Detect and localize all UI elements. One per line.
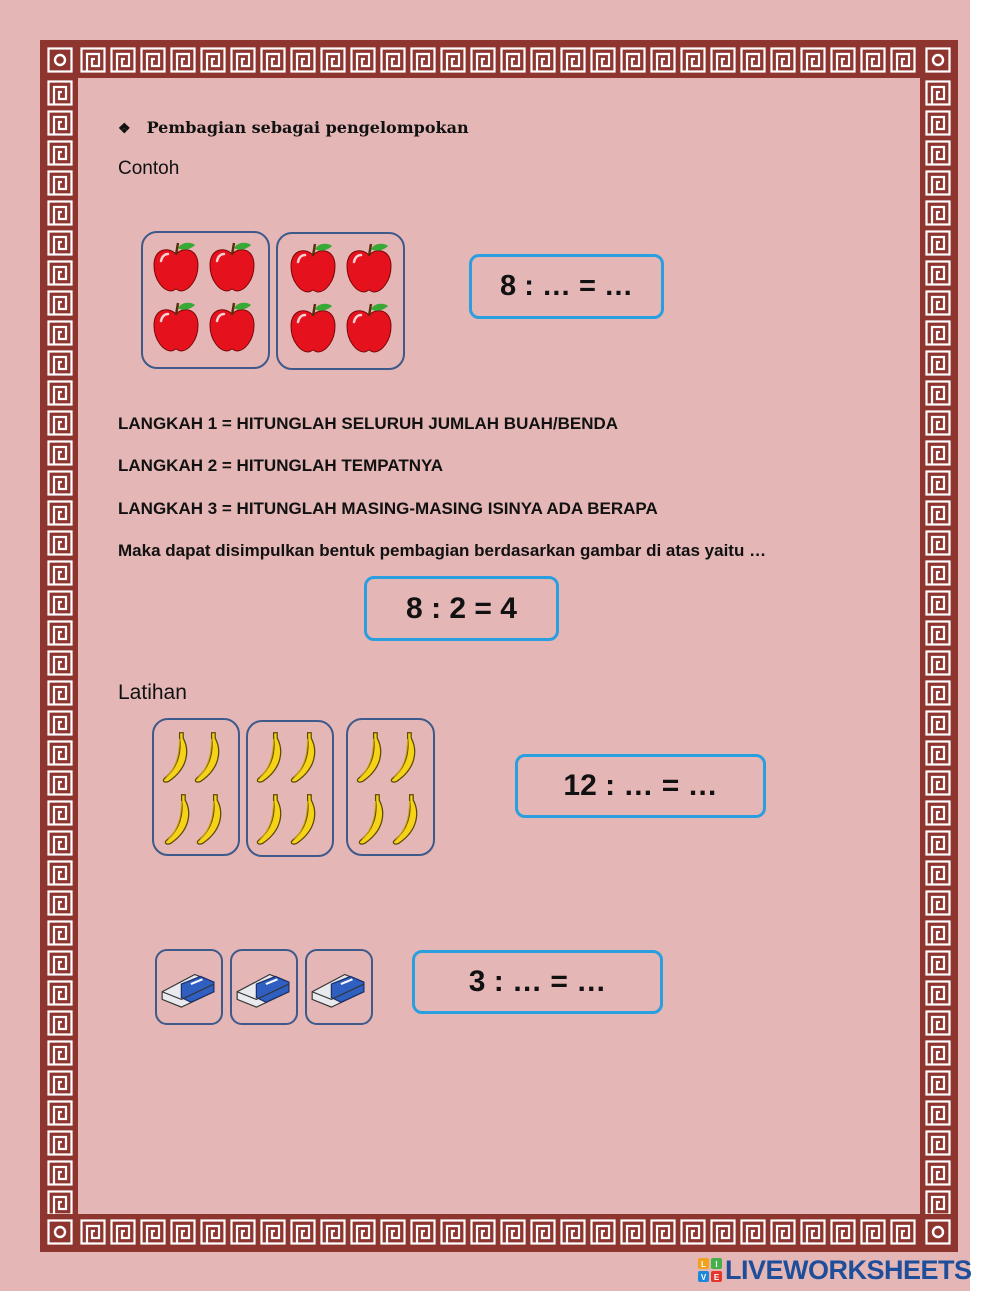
meander-icon [798,1217,828,1247]
meander-icon [45,498,75,528]
meander-icon [45,768,75,798]
meander-icon [258,45,288,75]
meander-icon [923,438,953,468]
apple-icon [151,241,201,293]
banana-icon [252,728,288,786]
step-3: LANGKAH 3 = HITUNGLAH MASING-MASING ISINYA ADA BERAPA [118,499,658,518]
meander-icon [923,108,953,138]
meander-icon [45,1128,75,1158]
meander-icon [923,1128,953,1158]
meander-icon [923,708,953,738]
meander-icon [78,1217,108,1247]
meander-icon [923,618,953,648]
meander-icon [708,1217,738,1247]
meander-icon [918,45,920,75]
meander-icon [498,1217,528,1247]
logo-letter: I [715,1259,718,1269]
border-left-pattern [45,78,75,1214]
meander-icon [45,858,75,888]
meander-icon [45,348,75,378]
meander-icon [438,45,468,75]
meander-icon [45,258,75,288]
liveworksheets-text: LIVEWORKSHEETS [725,1254,972,1285]
heading-text: Pembagian sebagai pengelompokan [146,118,469,137]
meander-icon [348,45,378,75]
meander-icon [408,45,438,75]
meander-icon [45,318,75,348]
meander-icon [798,45,828,75]
meander-icon [558,1217,588,1247]
meander-icon [923,888,953,918]
meander-icon [888,1217,918,1247]
example-equation-box[interactable]: 8 : … = … [469,254,664,319]
banana-icon [354,790,390,848]
meander-icon [45,978,75,1008]
meander-icon [45,108,75,138]
live-blocks-icon [698,1258,722,1282]
banana-equation-box[interactable]: 12 : … = … [515,754,766,818]
meander-icon [648,1217,678,1247]
meander-icon [228,45,258,75]
eraser-icon [308,963,370,1009]
contoh-label: Contoh [118,158,180,179]
meander-icon [45,1188,75,1214]
meander-icon [923,468,953,498]
meander-icon [858,45,888,75]
meander-icon [288,45,318,75]
meander-icon [923,558,953,588]
meander-icon [918,1217,920,1247]
meander-icon [923,168,953,198]
meander-icon [923,348,953,378]
apple-icon [207,301,257,353]
latihan-label: Latihan [118,681,187,704]
meander-icon [318,1217,348,1247]
banana-icon [192,790,228,848]
eraser-icon [158,963,220,1009]
meander-icon [45,1068,75,1098]
meander-icon [45,618,75,648]
banana-icon [252,790,288,848]
meander-icon [923,828,953,858]
meander-icon [45,1008,75,1038]
meander-icon [408,1217,438,1247]
logo-letter: V [700,1272,707,1282]
meander-icon [923,1068,953,1098]
meander-icon [45,1038,75,1068]
meander-icon [45,648,75,678]
banana-icon [158,728,194,786]
meander-icon [923,318,953,348]
logo-letter: L [701,1259,706,1269]
meander-icon [45,78,75,108]
border-top-pattern [78,45,920,75]
apple-icon [207,241,257,293]
meander-icon [498,45,528,75]
meander-icon [828,45,858,75]
meander-icon [198,45,228,75]
meander-icon [923,678,953,708]
meander-icon [923,1098,953,1128]
meander-icon [923,738,953,768]
meander-icon [923,258,953,288]
step-2: LANGKAH 2 = HITUNGLAH TEMPATNYA [118,456,444,475]
meander-icon [738,45,768,75]
meander-icon [923,858,953,888]
meander-icon [468,1217,498,1247]
meander-icon [588,1217,618,1247]
banana-icon [286,728,322,786]
corner-ornament-icon [923,1217,953,1247]
meander-icon [888,45,918,75]
meander-icon [923,768,953,798]
meander-icon [923,918,953,948]
meander-icon [348,1217,378,1247]
meander-icon [45,798,75,828]
meander-icon [78,45,108,75]
meander-icon [923,138,953,168]
apple-icon [288,242,338,294]
meander-icon [618,1217,648,1247]
meander-icon [923,288,953,318]
border-bottom-pattern [78,1217,920,1247]
meander-icon [923,498,953,528]
meander-icon [923,1038,953,1068]
apple-icon [288,302,338,354]
meander-icon [923,648,953,678]
apple-group [141,231,270,369]
section-heading [118,118,469,137]
meander-icon [923,948,953,978]
banana-icon [386,728,422,786]
meander-icon [168,45,198,75]
meander-icon [45,438,75,468]
meander-icon [923,588,953,618]
meander-icon [828,1217,858,1247]
eraser-group [305,949,373,1025]
meander-icon [45,228,75,258]
meander-icon [45,168,75,198]
meander-icon [318,45,348,75]
meander-icon [923,228,953,258]
meander-icon [45,1098,75,1128]
meander-icon [228,1217,258,1247]
step-1: LANGKAH 1 = HITUNGLAH SELURUH JUMLAH BUAH/BENDA [118,414,619,433]
meander-icon [45,888,75,918]
meander-icon [45,468,75,498]
meander-icon [45,288,75,318]
banana-icon [352,728,388,786]
eraser-equation-box[interactable]: 3 : … = … [412,950,663,1014]
meander-icon [768,45,798,75]
meander-icon [45,558,75,588]
corner-ornament-icon [45,1217,75,1247]
meander-icon [678,1217,708,1247]
apple-icon [344,302,394,354]
apple-icon [151,301,201,353]
banana-group [246,720,334,857]
meander-icon [923,1188,953,1214]
meander-icon [678,45,708,75]
meander-icon [768,1217,798,1247]
meander-icon [923,198,953,228]
meander-icon [923,378,953,408]
meander-icon [168,1217,198,1247]
corner-ornament-icon [923,45,953,75]
meander-icon [648,45,678,75]
eraser-group [155,949,223,1025]
meander-icon [45,948,75,978]
banana-icon [388,790,424,848]
meander-icon [45,378,75,408]
meander-icon [858,1217,888,1247]
meander-icon [438,1217,468,1247]
meander-icon [45,678,75,708]
meander-icon [138,45,168,75]
meander-icon [45,828,75,858]
meander-icon [45,708,75,738]
meander-icon [138,1217,168,1247]
meander-icon [288,1217,318,1247]
eraser-icon [233,963,295,1009]
answer-equation-box: 8 : 2 = 4 [364,576,559,641]
meander-icon [258,1217,288,1247]
meander-icon [923,1008,953,1038]
meander-icon [45,408,75,438]
apple-icon [344,242,394,294]
meander-icon [588,45,618,75]
banana-icon [190,728,226,786]
meander-icon [45,1158,75,1188]
banana-group [346,718,435,856]
banana-icon [160,790,196,848]
meander-icon [45,528,75,558]
apple-group [276,232,405,370]
liveworksheets-logo[interactable] [698,1256,972,1284]
meander-icon [923,1158,953,1188]
meander-icon [378,45,408,75]
meander-icon [378,1217,408,1247]
meander-icon [45,198,75,228]
meander-icon [108,45,138,75]
meander-icon [618,45,648,75]
meander-icon [45,918,75,948]
meander-icon [468,45,498,75]
meander-icon [923,798,953,828]
logo-letter: E [713,1272,720,1282]
diamond-bullet-icon: ❖ [118,121,131,137]
banana-group [152,718,240,856]
meander-icon [923,978,953,1008]
meander-icon [738,1217,768,1247]
meander-icon [45,738,75,768]
meander-icon [528,45,558,75]
meander-icon [108,1217,138,1247]
meander-icon [45,138,75,168]
eraser-group [230,949,298,1025]
meander-icon [923,528,953,558]
border-right-pattern [923,78,953,1214]
meander-icon [198,1217,228,1247]
meander-icon [45,588,75,618]
banana-icon [286,790,322,848]
meander-icon [558,45,588,75]
corner-ornament-icon [45,45,75,75]
conclusion-text: Maka dapat disimpulkan bentuk pembagian berdasarkan gambar di atas yaitu … [118,541,767,560]
meander-icon [923,78,953,108]
meander-icon [528,1217,558,1247]
meander-icon [923,408,953,438]
meander-icon [708,45,738,75]
